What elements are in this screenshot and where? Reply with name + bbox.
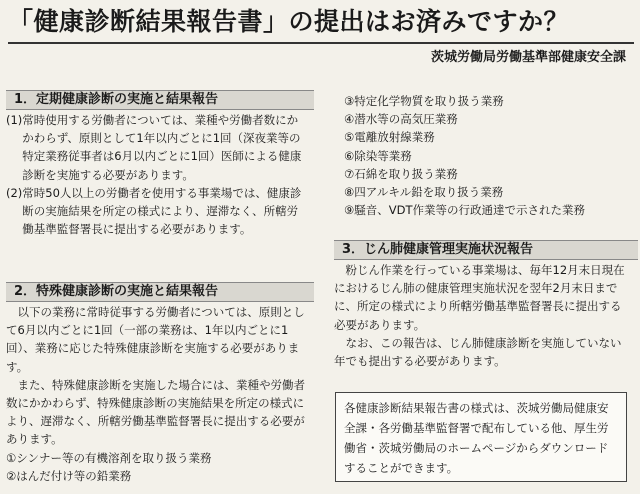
- section-1-body: [6, 111, 308, 238]
- business-list-item: ①シンナー等の有機溶剤を取り扱う業務: [6, 450, 212, 465]
- section-1-item: [6, 184, 308, 239]
- section-1-item: [6, 111, 308, 184]
- section-3-paragraph: なお、この報告は、じん肺健康診断を実施していない年でも提出する必要があります。: [334, 335, 622, 369]
- section-2-paragraph: 以下の業務に常時従事する労働者については、原則として6月以内ごとに1回（一部の業務は、1年以内ごとに1回）、業務に応じた特殊健康診断を実施する必要があります。: [6, 305, 305, 374]
- item-number: (1): [6, 113, 23, 127]
- business-list-item: ⑥除染等業務: [344, 148, 412, 163]
- business-list-item: ③特定化学物質を取り扱う業務: [344, 94, 504, 108]
- business-list-item: ⑤電離放射線業務: [344, 130, 435, 145]
- section-2-body: [6, 303, 308, 485]
- business-list-item: ②はんだ付け等の鉛業務: [6, 468, 132, 483]
- business-list-item: ⑦石綿を取り扱う業務: [344, 166, 458, 181]
- section-2-heading: 2．特殊健康診断の実施と結果報告: [6, 282, 314, 302]
- page-title: 「健康診断結果報告書」の提出はお済みですか？: [8, 2, 634, 44]
- item-text: 常時50人以上の労働者を使用する事業場では、健康診断の実施結果を所定の様式により、遅滞なく、所轄労働基準監督署長に提出する必要があります。: [22, 185, 302, 237]
- item-number: (2): [6, 185, 23, 200]
- business-list-item: ④潜水等の高気圧業務: [344, 112, 458, 127]
- section-3-paragraph: 粉じん作業を行っている事業場は、毎年12月末日現在におけるじん肺の健康管理実施状況を翌年2月末日までに、所定の様式により所轄労働基準監督署長に提出する必要があります。: [334, 263, 625, 332]
- section-2-paragraph: また、特殊健康診断を実施した場合には、業種や労働者数にかかわらず、特殊健康診断の実施結果を所定の様式により、遅滞なく、所轄労働基準監督署長に提出する必要があります。: [6, 377, 305, 447]
- section-3-heading: 3．じん肺健康管理実施状況報告: [334, 240, 638, 260]
- business-list-item: ⑧四アルキル鉛を取り扱う業務: [344, 185, 504, 200]
- section-3-body: [334, 261, 632, 370]
- section-1-heading: 1．定期健康診断の実施と結果報告: [6, 90, 314, 110]
- download-notice-box: 各健康診断結果報告書の様式は、茨城労働局健康安全課・各労働基準監督署で配布している他、厚生労働省・茨城労働局のホームページからダウンロードすることができます。: [335, 392, 627, 482]
- business-list-item: ⑨騒音、VDT作業等の行政通達で示された業務: [344, 203, 586, 218]
- business-list-continued: [344, 92, 634, 219]
- item-text: 常時使用する労働者については、業種や労働者数にかかわらず、原則として1年以内ごとに1回（深夜業等の特定業務従事者は6月以内ごとに1回）医師による健康診断を実施する必要があります。: [22, 113, 302, 182]
- department-name: 茨城労働局労働基準部健康安全課: [430, 50, 626, 65]
